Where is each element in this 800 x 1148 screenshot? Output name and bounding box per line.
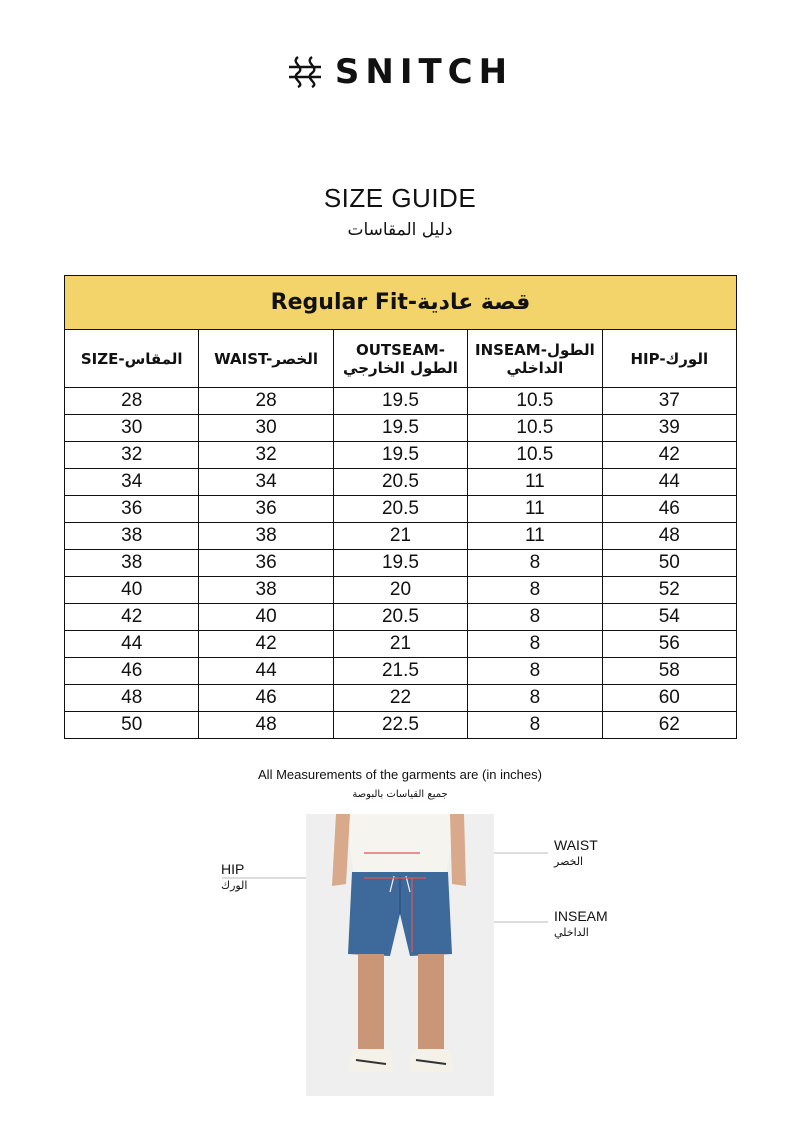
table-row [65,415,737,442]
cell-waist: 38 [199,523,333,550]
cell-waist: 44 [199,658,333,685]
shorts-model-illustration [306,814,494,1096]
cell-outseam: 20.5 [333,496,467,523]
table-row [65,631,737,658]
table-row [65,712,737,739]
inseam-label-arabic: الداخلي [554,926,589,939]
cell-outseam: 21 [333,631,467,658]
cell-inseam: 11 [468,523,602,550]
cell-inseam: 8 [468,604,602,631]
page-subtitle-arabic: دليل المقاسات [347,220,453,240]
cell-inseam: 10.5 [468,442,602,469]
cell-inseam: 8 [468,658,602,685]
cell-waist: 30 [199,415,333,442]
cell-waist: 42 [199,631,333,658]
hip-label-arabic: الورك [221,879,248,892]
cell-outseam: 22 [333,685,467,712]
inseam-label: INSEAM [554,908,608,924]
table-row [65,523,737,550]
cell-size: 50 [65,712,199,739]
cell-hip: 56 [602,631,736,658]
cell-outseam: 20.5 [333,604,467,631]
model-photo [306,814,494,1096]
cell-hip: 50 [602,550,736,577]
waist-label: WAIST [554,837,598,853]
cell-outseam: 22.5 [333,712,467,739]
table-row [65,685,737,712]
cell-size: 36 [65,496,199,523]
cell-inseam: 8 [468,631,602,658]
size-table-container [64,275,737,739]
size-table-body [65,388,737,739]
cell-hip: 58 [602,658,736,685]
column-header-size: SIZE-المقاس [65,330,199,388]
table-row [65,469,737,496]
table-row [65,442,737,469]
cell-waist: 34 [199,469,333,496]
cell-outseam: 19.5 [333,442,467,469]
cell-inseam: 8 [468,712,602,739]
cell-size: 38 [65,550,199,577]
cell-size: 46 [65,658,199,685]
cell-size: 48 [65,685,199,712]
column-header-inseam: INSEAM-الطول الداخلي [468,330,602,388]
cell-waist: 48 [199,712,333,739]
table-row [65,388,737,415]
cell-size: 34 [65,469,199,496]
cell-waist: 46 [199,685,333,712]
fit-label: Regular Fit-قصة عادية [65,276,737,330]
cell-waist: 32 [199,442,333,469]
table-row [65,550,737,577]
cell-size: 42 [65,604,199,631]
cell-size: 32 [65,442,199,469]
cell-size: 44 [65,631,199,658]
cell-outseam: 19.5 [333,388,467,415]
cell-hip: 62 [602,712,736,739]
measurement-note-arabic: جميع القياسات بالبوصة [352,789,448,800]
column-header-outseam: OUTSEAM- الطول الخارجي [333,330,467,388]
cell-size: 38 [65,523,199,550]
cell-hip: 52 [602,577,736,604]
cell-hip: 60 [602,685,736,712]
cell-outseam: 19.5 [333,415,467,442]
measurement-note: All Measurements of the garments are (in inches) [258,767,542,782]
cell-inseam: 10.5 [468,388,602,415]
table-row [65,577,737,604]
cell-hip: 48 [602,523,736,550]
hip-label: HIP [221,861,245,877]
cell-outseam: 20.5 [333,469,467,496]
column-header-waist: WAIST-الخصر [199,330,333,388]
page-title: SIZE GUIDE [323,183,477,213]
cell-hip: 37 [602,388,736,415]
size-table [64,275,737,739]
cell-hip: 39 [602,415,736,442]
brand-logo [0,52,800,92]
cell-inseam: 10.5 [468,415,602,442]
cell-inseam: 8 [468,577,602,604]
cell-inseam: 8 [468,550,602,577]
cell-waist: 28 [199,388,333,415]
cell-outseam: 20 [333,577,467,604]
waist-label-arabic: الخصر [554,855,584,868]
cell-waist: 40 [199,604,333,631]
table-row [65,496,737,523]
cell-inseam: 8 [468,685,602,712]
table-row [65,604,737,631]
brand-name: SNITCH [334,52,514,92]
cell-inseam: 11 [468,496,602,523]
cell-outseam: 21.5 [333,658,467,685]
cell-hip: 46 [602,496,736,523]
cell-hip: 44 [602,469,736,496]
cell-outseam: 21 [333,523,467,550]
cell-size: 28 [65,388,199,415]
table-row [65,658,737,685]
cell-size: 40 [65,577,199,604]
column-header-hip: HIP-الورك [602,330,736,388]
cell-outseam: 19.5 [333,550,467,577]
snitch-logo-icon [287,54,323,90]
cell-waist: 36 [199,496,333,523]
cell-hip: 42 [602,442,736,469]
cell-size: 30 [65,415,199,442]
cell-waist: 36 [199,550,333,577]
cell-hip: 54 [602,604,736,631]
cell-inseam: 11 [468,469,602,496]
cell-waist: 38 [199,577,333,604]
